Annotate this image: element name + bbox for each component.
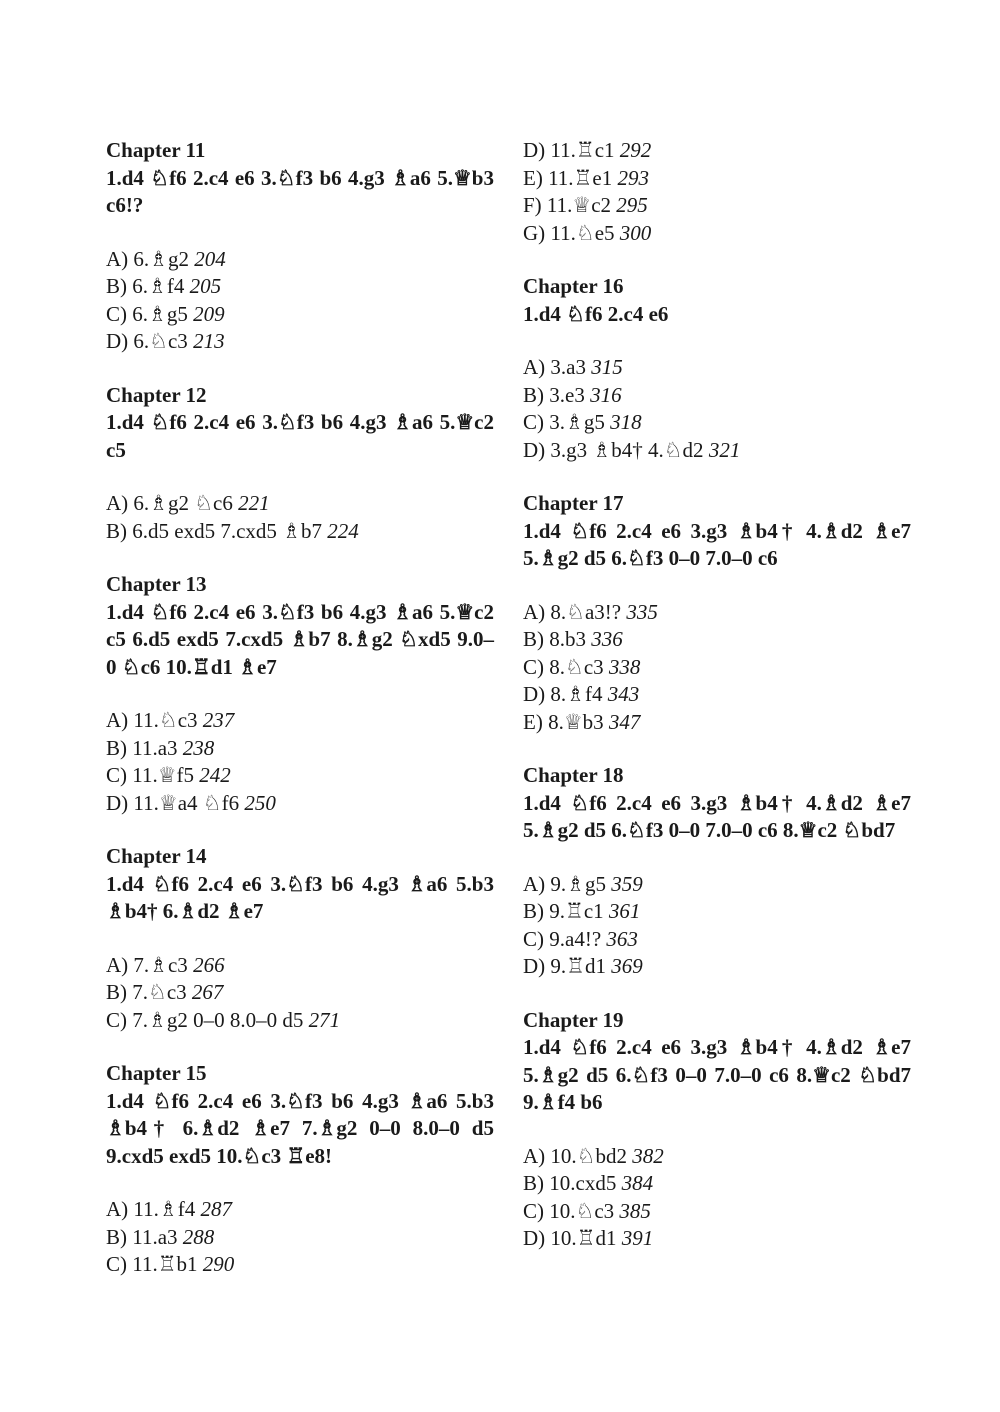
variation-page-number: 347 xyxy=(608,709,641,734)
chapter-block xyxy=(106,382,494,546)
variation-page-number: 224 xyxy=(327,518,359,543)
chapter-main-line: 1.d4 ♘f6 2.c4 e6 3.♘f3 b6 4.g3 ♗a6 5.b3 ♗b4† 6.♗d2 ♗e7 xyxy=(106,871,494,923)
variation-moves: A) 10.♘bd2 xyxy=(523,1143,627,1168)
variation-page-number: 343 xyxy=(607,682,640,706)
variation-list xyxy=(523,1143,911,1253)
chapter-main-line: 1.d4 ♘f6 2.c4 e6 3.♘f3 b6 4.g3 ♗a6 5.♕c2 c5 6.d5 exd5 7.cxd5 ♗b7 8.♗g2 ♘xd5 9.0–0 ♘c6 10.♖d1 ♗e7 xyxy=(106,599,494,679)
variation-list xyxy=(523,354,911,464)
variation-page-number: 242 xyxy=(199,763,231,787)
variation-line xyxy=(523,354,911,382)
variation-page-number: 316 xyxy=(590,382,622,407)
variation-page-number: 213 xyxy=(193,329,225,353)
variation-moves: G) 11.♘e5 xyxy=(523,220,615,245)
variation-line xyxy=(106,735,494,763)
chapter-main-line: 1.d4 ♘f6 2.c4 e6 3.♘f3 b6 4.g3 ♗a6 5.b3 ♗b4† 6.♗d2 ♗e7 7.♗g2 0–0 8.0–0 d5 9.cxd5 exd5 10.♘c3 ♖e8! xyxy=(106,1088,494,1168)
variation-page-number: 250 xyxy=(244,790,276,815)
variation-moves: A) 6.♗g2 xyxy=(106,246,189,271)
variation-list xyxy=(106,490,494,545)
chapter-title: Chapter 14 xyxy=(106,844,207,868)
variation-line xyxy=(523,220,911,248)
variation-page-number: 338 xyxy=(608,654,641,679)
variation-page-number: 271 xyxy=(308,1007,341,1032)
variation-moves: E) 11.♖e1 xyxy=(523,165,613,190)
variation-line xyxy=(523,382,911,410)
variation-moves: C) 8.♘c3 xyxy=(523,654,604,679)
chapter-title: Chapter 13 xyxy=(106,572,207,596)
chapter-title: Chapter 19 xyxy=(523,1007,624,1032)
variation-page-number: 205 xyxy=(189,274,222,298)
right-column xyxy=(523,137,911,1279)
variation-page-number: 321 xyxy=(708,437,741,462)
variation-list xyxy=(523,599,911,737)
variation-page-number: 295 xyxy=(616,193,648,217)
variation-line xyxy=(523,871,911,899)
variation-moves: B) 8.b3 xyxy=(523,627,586,651)
variation-moves: C) 11.♖b1 xyxy=(106,1252,198,1276)
variation-line xyxy=(106,790,494,818)
variation-line xyxy=(106,328,494,356)
variation-list xyxy=(106,952,494,1035)
variation-line xyxy=(106,979,494,1007)
chapter-main-line: 1.d4 ♘f6 2.c4 e6 3.♘f3 b6 4.g3 ♗a6 5.♕b3 c6!? xyxy=(106,165,494,217)
variation-line xyxy=(523,1170,911,1198)
variation-page-number: 336 xyxy=(591,627,623,651)
variation-page-number: 382 xyxy=(632,1143,664,1168)
variation-moves: B) 10.cxd5 xyxy=(523,1171,617,1195)
chapter-title: Chapter 12 xyxy=(106,382,207,407)
variation-line xyxy=(106,1251,494,1279)
chapter-block xyxy=(523,490,911,736)
variation-page-number: 361 xyxy=(608,899,641,923)
variation-line xyxy=(523,709,911,737)
variation-page-number: 318 xyxy=(610,410,642,434)
variation-line xyxy=(523,1225,911,1253)
variation-page-number: 209 xyxy=(193,301,225,326)
chapter-title: Chapter 16 xyxy=(523,274,624,298)
variation-line xyxy=(106,273,494,301)
variation-line xyxy=(106,762,494,790)
variation-page-number: 238 xyxy=(182,735,215,760)
chapter-main-line: 1.d4 ♘f6 2.c4 e6 3.g3 ♗b4† 4.♗d2 ♗e7 5.♗g2 d5 6.♘f3 0–0 7.0–0 c6 8.♕c2 ♘bd7 xyxy=(523,790,911,842)
variation-moves: D) 10.♖d1 xyxy=(523,1226,617,1250)
variation-list xyxy=(106,246,494,356)
chapter-block xyxy=(106,137,494,356)
variation-page-number: 300 xyxy=(619,220,652,245)
chapter-main-line: 1.d4 ♘f6 2.c4 e6 3.g3 ♗b4† 4.♗d2 ♗e7 5.♗g2 d5 6.♘f3 0–0 7.0–0 c6 xyxy=(523,518,911,570)
variation-page-number: 315 xyxy=(591,355,623,379)
variation-line xyxy=(523,926,911,954)
variation-moves: A) 7.♗c3 xyxy=(106,952,188,977)
variation-moves: A) 3.a3 xyxy=(523,355,586,379)
variation-line xyxy=(523,409,911,437)
variation-page-number: 335 xyxy=(626,599,658,624)
variation-moves: A) 6.♗g2 ♘c6 xyxy=(106,491,233,515)
variation-moves: A) 9.♗g5 xyxy=(523,871,606,896)
variation-line xyxy=(106,518,494,546)
variation-moves: E) 8.♕b3 xyxy=(523,709,604,734)
variation-page-number: 292 xyxy=(619,138,652,162)
variation-line xyxy=(523,953,911,981)
chapter-block xyxy=(523,137,911,247)
variation-page-number: 369 xyxy=(611,954,643,978)
variation-moves: D) 11.♕a4 ♘f6 xyxy=(106,790,240,815)
variation-line xyxy=(523,1143,911,1171)
variation-line xyxy=(523,192,911,220)
variation-moves: D) 6.♘c3 xyxy=(106,329,188,353)
variation-moves: C) 6.♗g5 xyxy=(106,301,188,326)
chapter-block xyxy=(106,1060,494,1279)
variation-line xyxy=(523,654,911,682)
chapter-title: Chapter 18 xyxy=(523,763,624,787)
chapter-title: Chapter 11 xyxy=(106,138,206,162)
variation-moves: B) 9.♖c1 xyxy=(523,899,604,923)
variation-list xyxy=(523,871,911,981)
variation-moves: C) 9.a4!? xyxy=(523,926,602,951)
variation-moves: D) 9.♖d1 xyxy=(523,954,606,978)
variation-moves: B) 6.♗f4 xyxy=(106,274,185,298)
variation-moves: C) 10.♘c3 xyxy=(523,1198,615,1223)
chapter-block xyxy=(523,1007,911,1253)
variation-page-number: 267 xyxy=(191,980,224,1004)
variation-line xyxy=(523,599,911,627)
variation-moves: B) 3.e3 xyxy=(523,382,585,407)
variation-page-number: 363 xyxy=(606,926,638,951)
variation-moves: A) 11.♗f4 xyxy=(106,1197,196,1221)
variation-line xyxy=(106,1196,494,1224)
variation-line xyxy=(106,301,494,329)
variation-moves: F) 11.♕c2 xyxy=(523,193,612,217)
chapter-block xyxy=(523,762,911,981)
chapter-title: Chapter 17 xyxy=(523,491,624,515)
variation-moves: B) 6.d5 exd5 7.cxd5 ♗b7 xyxy=(106,518,322,543)
variation-line xyxy=(523,898,911,926)
variation-line xyxy=(523,681,911,709)
variation-page-number: 237 xyxy=(202,708,235,732)
chapter-title: Chapter 15 xyxy=(106,1061,207,1085)
variation-list xyxy=(106,1196,494,1279)
variation-line xyxy=(106,1007,494,1035)
variation-moves: B) 11.a3 xyxy=(106,1224,178,1249)
variation-page-number: 384 xyxy=(621,1171,654,1195)
variation-list xyxy=(106,707,494,817)
variation-page-number: 385 xyxy=(619,1198,651,1223)
variation-line xyxy=(106,1224,494,1252)
variation-moves: A) 8.♘a3!? xyxy=(523,599,622,624)
variation-moves: D) 11.♖c1 xyxy=(523,138,615,162)
variation-moves: A) 11.♘c3 xyxy=(106,708,198,732)
variation-page-number: 288 xyxy=(182,1224,215,1249)
variation-page-number: 266 xyxy=(193,952,225,977)
variation-line xyxy=(106,952,494,980)
chapter-main-line: 1.d4 ♘f6 2.c4 e6 xyxy=(523,301,669,326)
variation-page-number: 359 xyxy=(611,871,643,896)
chapter-main-line: 1.d4 ♘f6 2.c4 e6 3.g3 ♗b4† 4.♗d2 ♗e7 5.♗g2 d5 6.♘f3 0–0 7.0–0 c6 8.♕c2 ♘bd7 9.♗f4 b6 xyxy=(523,1035,911,1114)
variation-page-number: 221 xyxy=(238,491,270,515)
variation-page-number: 391 xyxy=(621,1226,654,1250)
variation-page-number: 204 xyxy=(194,246,226,271)
variation-line xyxy=(523,437,911,465)
variation-page-number: 293 xyxy=(617,165,649,190)
variation-line xyxy=(523,137,911,165)
variation-line xyxy=(523,165,911,193)
left-column xyxy=(106,137,494,1305)
variation-moves: D) 3.g3 ♗b4† 4.♘d2 xyxy=(523,437,704,462)
variation-line xyxy=(106,490,494,518)
variation-line xyxy=(523,1198,911,1226)
variation-page-number: 290 xyxy=(202,1252,235,1276)
variation-line xyxy=(106,246,494,274)
variation-moves: C) 3.♗g5 xyxy=(523,410,605,434)
variation-moves: D) 8.♗f4 xyxy=(523,682,603,706)
variation-line xyxy=(523,626,911,654)
variation-line xyxy=(106,707,494,735)
variation-moves: C) 7.♗g2 0–0 8.0–0 d5 xyxy=(106,1007,304,1032)
chapter-main-line: 1.d4 ♘f6 2.c4 e6 3.♘f3 b6 4.g3 ♗a6 5.♕c2 c5 xyxy=(106,410,494,462)
variation-moves: B) 11.a3 xyxy=(106,735,178,760)
variation-list xyxy=(523,137,911,247)
chapter-block xyxy=(523,273,911,464)
variation-moves: B) 7.♘c3 xyxy=(106,980,187,1004)
chapter-block xyxy=(106,571,494,817)
variation-page-number: 287 xyxy=(200,1197,232,1221)
chapter-block xyxy=(106,843,494,1034)
variation-moves: C) 11.♕f5 xyxy=(106,763,195,787)
